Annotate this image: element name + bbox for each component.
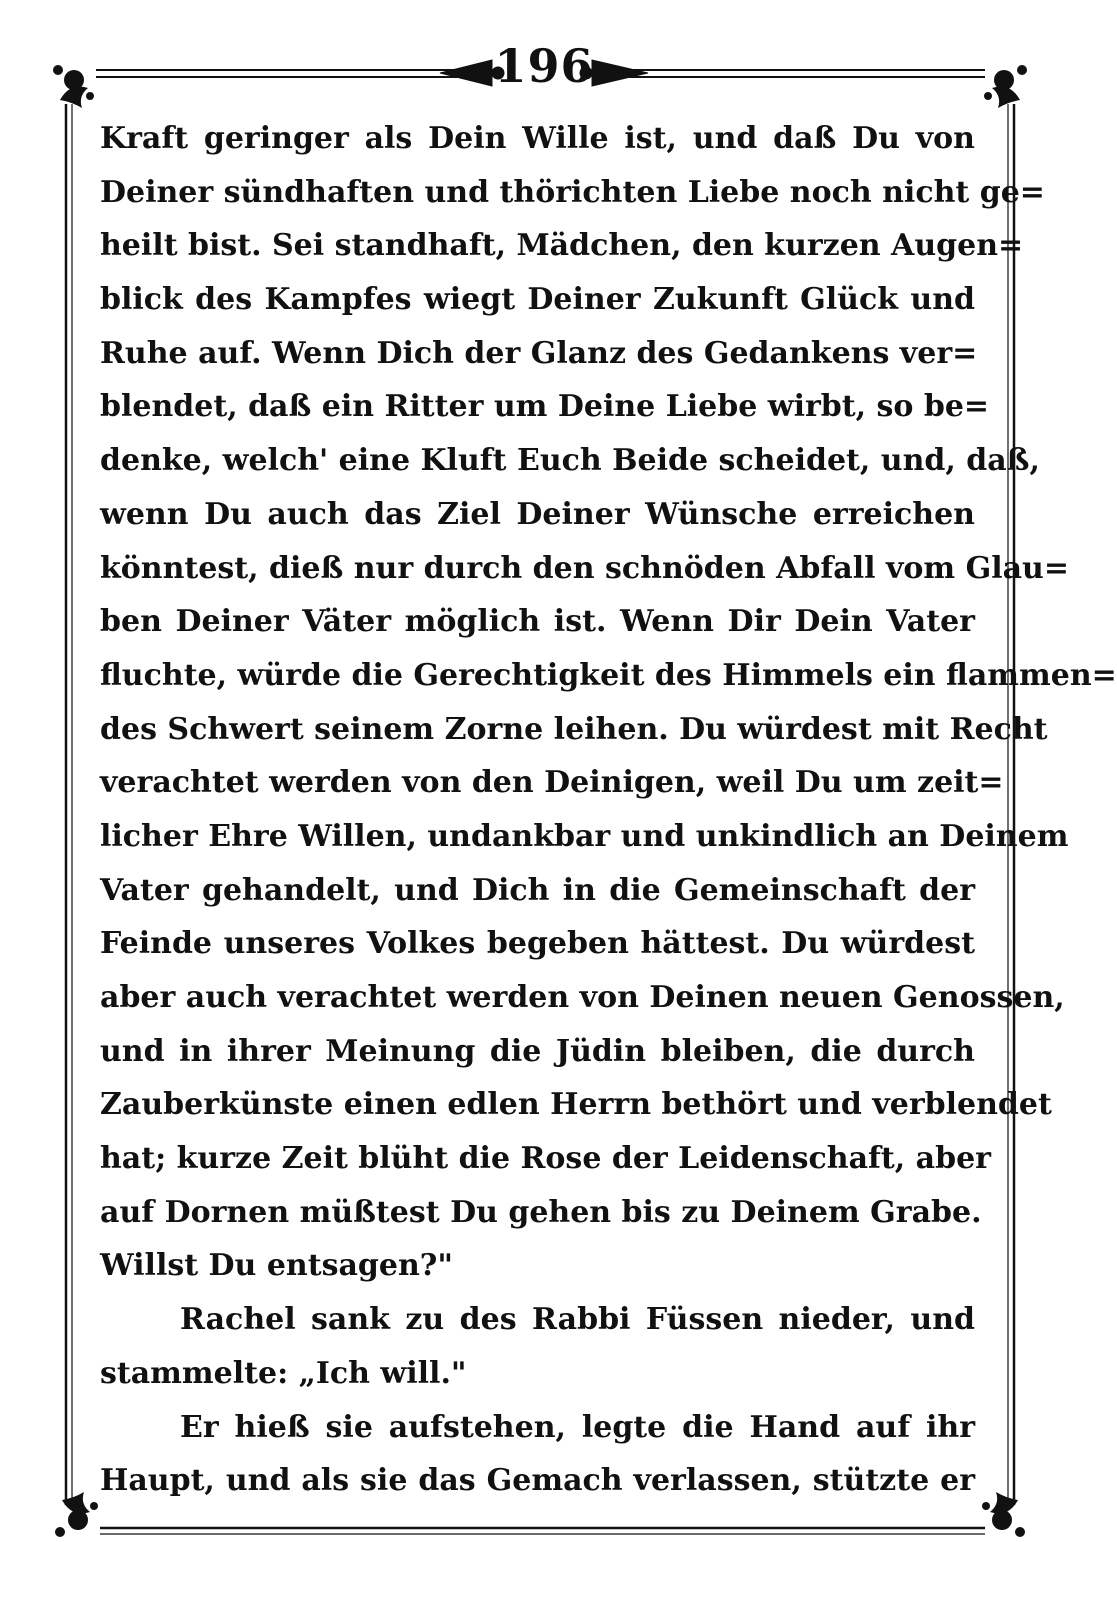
text-line-24: stammelte: „Ich will."	[100, 1355, 467, 1391]
text-line-22: Willst Du entsagen?"	[100, 1248, 453, 1284]
text-line-3: heilt bist. Sei standhaft, Mädchen, den kurzen Augen=	[100, 228, 1024, 264]
text-line-18: und in ihrer Meinung die Jüdin bleiben, die durch	[100, 1033, 975, 1069]
text-line-21: auf Dornen müßtest Du gehen bis zu Deinem Grabe.	[100, 1194, 982, 1230]
text-line-11: fluchte, würde die Gerechtigkeit des Himmels ein flammen=	[100, 657, 1117, 693]
text-line-15: Vater gehandelt, und Dich in die Gemeinschaft der	[100, 872, 975, 908]
text-line-23: Rachel sank zu des Rabbi Füssen nieder, und	[180, 1302, 975, 1338]
text-line-1: Kraft geringer als Dein Wille ist, und daß Du von	[100, 121, 975, 156]
text-line-26: Haupt, und als sie das Gemach verlassen, stützte er	[100, 1463, 975, 1499]
text-line-14: licher Ehre Willen, undankbar und unkindlich an Deinem	[100, 818, 1069, 854]
text-line-5: Ruhe auf. Wenn Dich der Glanz des Gedankens ver=	[100, 335, 978, 371]
text-line-9: könntest, dieß nur durch den schnöden Abfall vom Glau=	[100, 550, 1069, 586]
text-line-2: Deiner sündhaften und thörichten Liebe noch nicht ge=	[100, 174, 1045, 210]
text-line-12: des Schwert seinem Zorne leihen. Du würdest mit Recht	[100, 711, 1048, 747]
body-text	[100, 112, 1117, 1508]
text-line-6: blendet, daß ein Ritter um Deine Liebe wirbt, so be=	[100, 389, 990, 425]
page-number: 196	[494, 39, 594, 93]
text-line-13: verachtet werden von den Deinigen, weil Du um zeit=	[100, 765, 1004, 801]
text-line-8: wenn Du auch das Ziel Deiner Wünsche erreichen	[100, 496, 975, 532]
text-line-20: hat; kurze Zeit blüht die Rose der Leidenschaft, aber	[100, 1141, 991, 1177]
text-line-16: Feinde unseres Volkes begeben hättest. Du würdest	[100, 926, 975, 962]
text-line-25: Er hieß sie aufstehen, legte die Hand auf ihr	[180, 1409, 975, 1445]
text-line-7: denke, welch' eine Kluft Euch Beide scheidet, und, daß,	[100, 443, 1040, 479]
text-line-19: Zauberkünste einen edlen Herrn bethört und verblendet	[100, 1087, 1052, 1123]
text-line-10: ben Deiner Väter möglich ist. Wenn Dir Dein Vater	[100, 604, 975, 640]
text-line-4: blick des Kampfes wiegt Deiner Zukunft Glück und	[100, 282, 975, 318]
text-line-17: aber auch verachtet werden von Deinen neuen Genossen,	[100, 980, 1065, 1015]
